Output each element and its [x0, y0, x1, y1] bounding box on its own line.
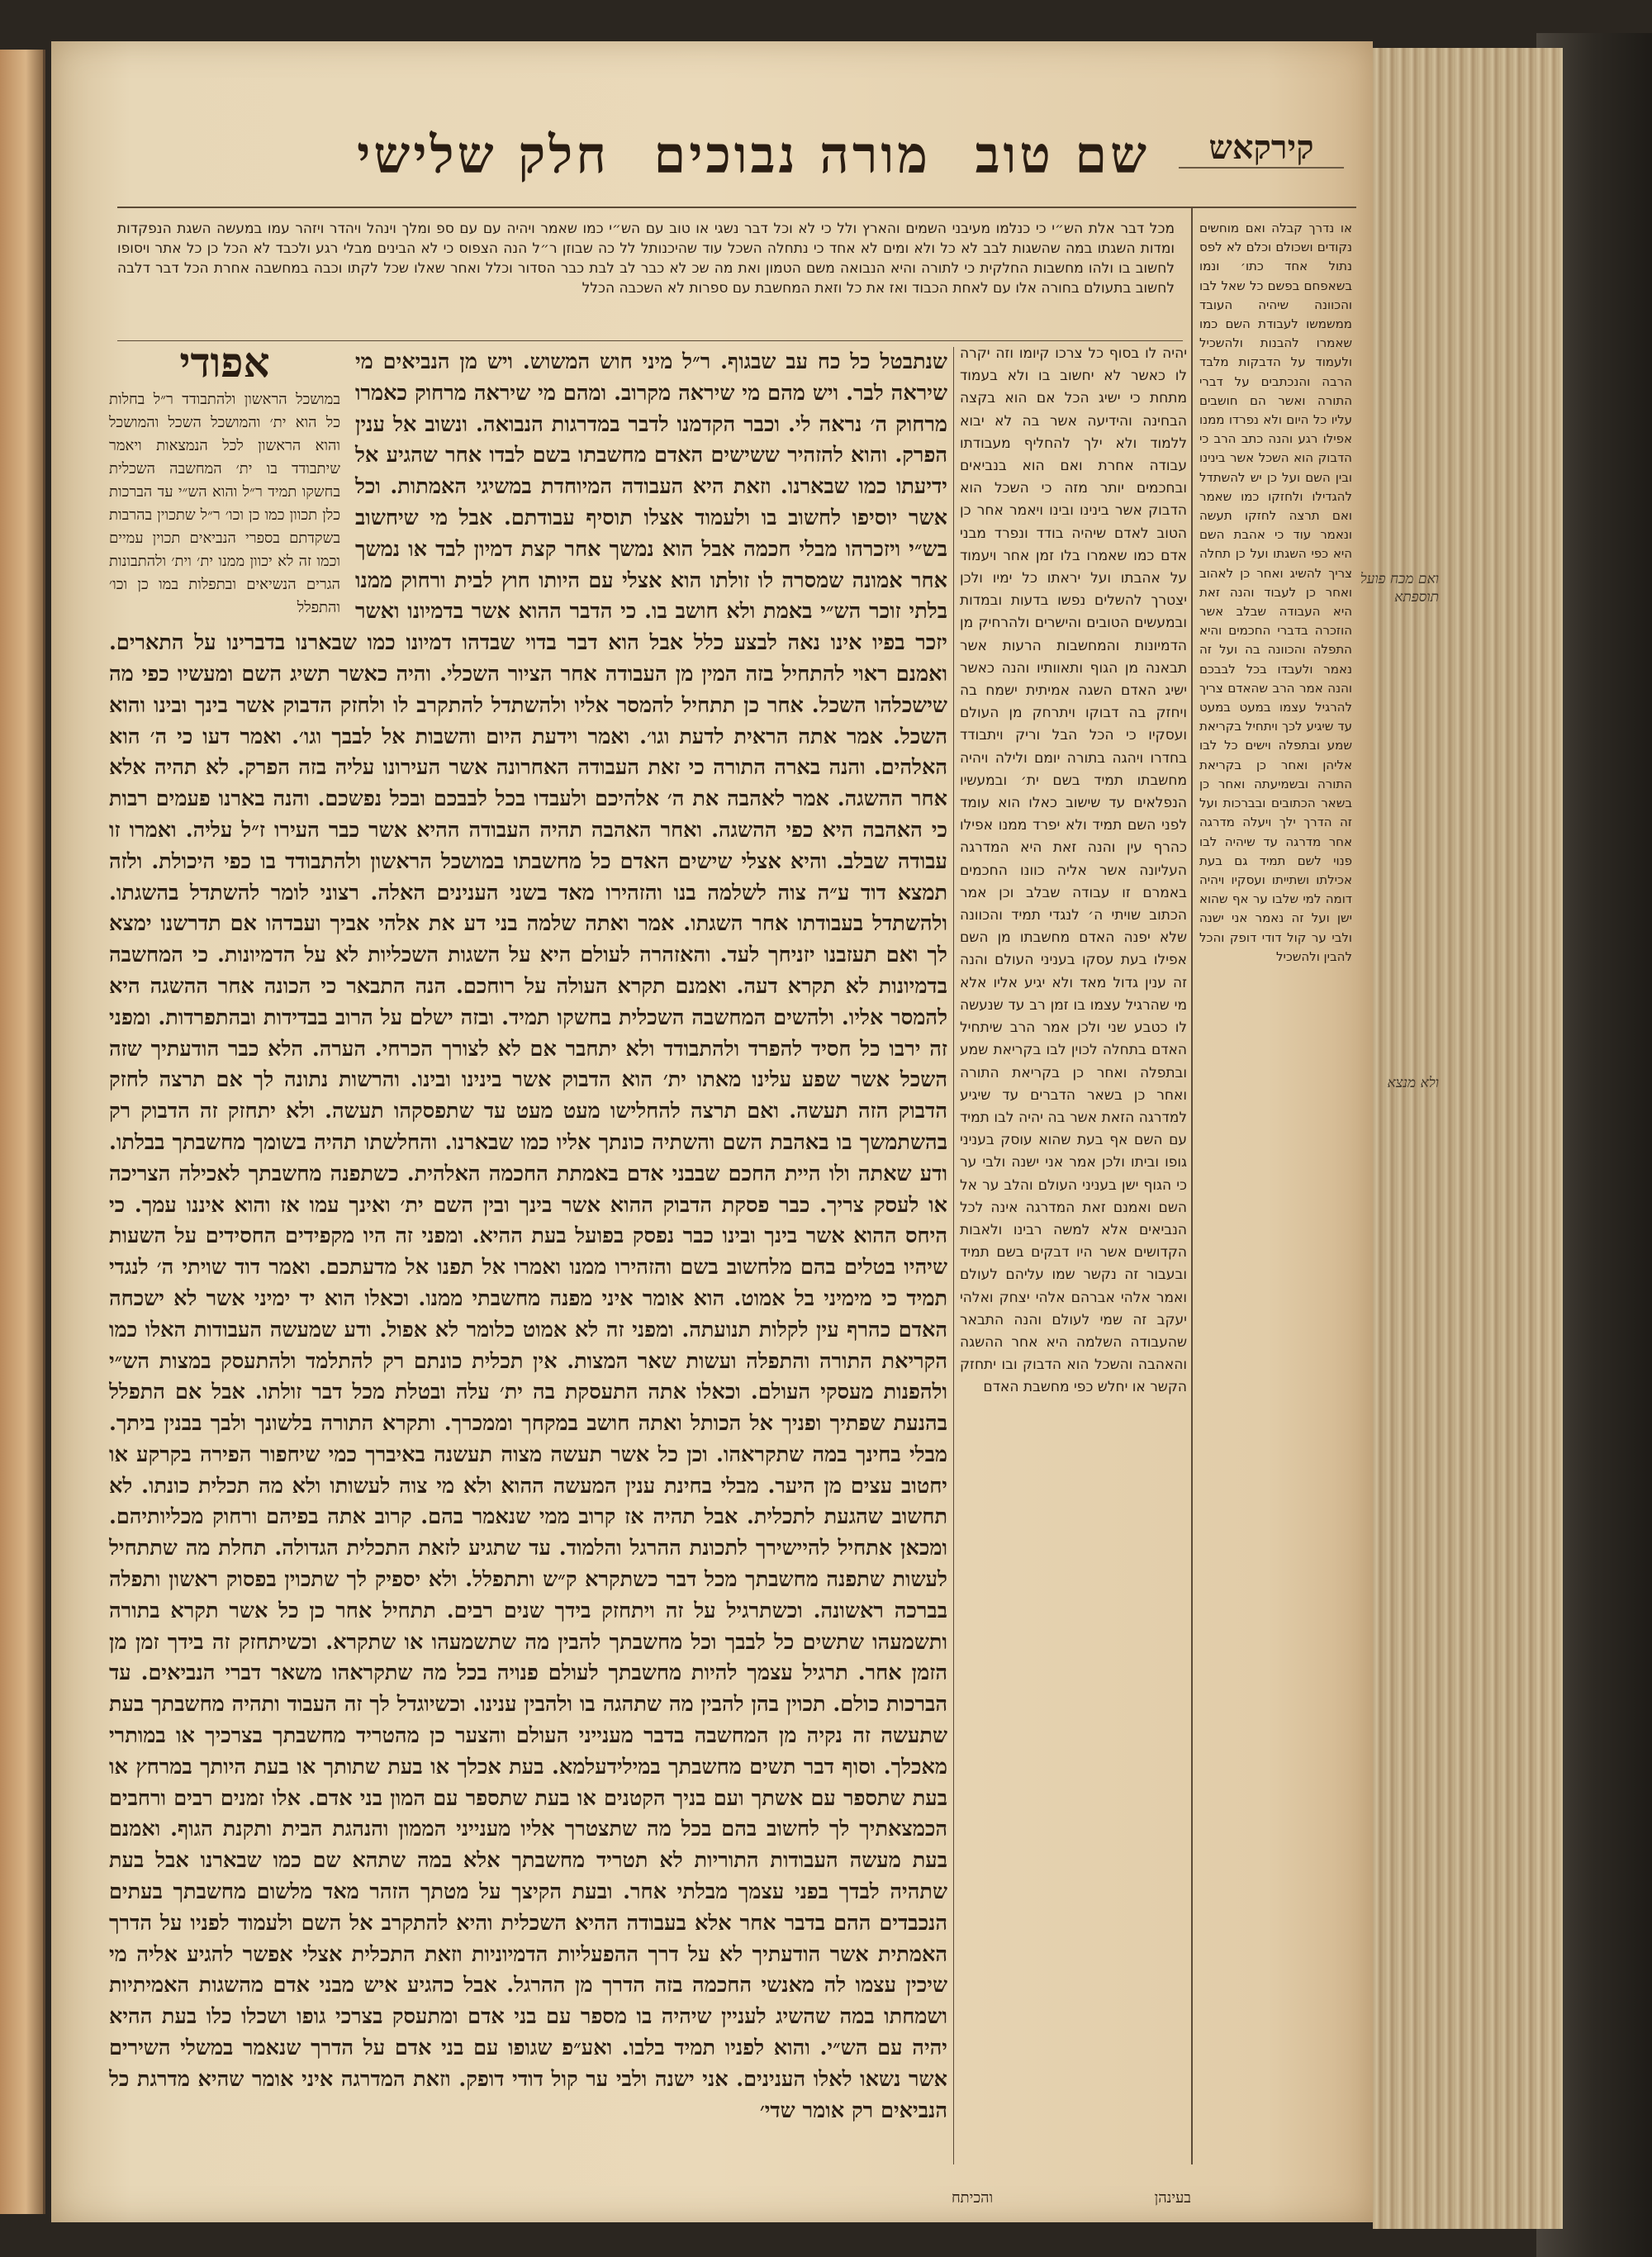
shem-tov-commentary-column: יהיה לו בסוף כל צרכו קיומו וזה יקרה לו כאשר לא יחשוב בו ולא בעמוד מתחת כי ישיג הכל אם הוא בקצה הבחינה והידיעה אשר בה לא יבוא ללמוד ולא ילך להחליף מעבודתו עבודה אחרת ואם הוא בנביאים ובחכמים יותר מזה כי השכל הוא הדבוק אשר בינינו ובינו ויאמר אחר כן הטוב לאדם שיהיה בודד ונפרד מבני אדם כמו שאמרו בלו זמן אחר ויעמוד על אהבתו ועל יראתו כל ימיו ולכן יצטרך להשלים נפשו בדעות ובמדות ובמעשים הטובים והישרים ולהרחיק מן הדמיונות והמחשבות הרעות אשר תבאנה מן הגוף ותאוותיו והנה כאשר ישיג האדם השגה אמיתית ישמח בה ויחזק בה דבוקו ויתרחק מן העולם ועסקיו כי הכל הבל וריק ויתבודד בחדרו ויהגה בתורה יומם ולילה ויהיה מחשבתו תמיד בשם ית׳ ובמעשיו הנפלאים עד שישוב כאלו הוא עומד לפני השם תמיד ולא יפרד ממנו אפילו כהרף עין והנה זאת היא המדרגה העליונה אשר אליה כוונו החכמים באמרם זו עבודה שבלב וכן אמר הכתוב שויתי ה׳ לנגדי תמיד והכוונה שלא יפנה האדם מחשבתו מן השם אפילו בעת עסקו בעניני העולם והנה זה ענין גדול מאד ולא יגיע אליו אלא מי שהרגיל עצמו בו זמן רב עד שנעשה לו כטבע שני ולכן אמר הרב שיתחיל האדם בתחלה לכוין לבו בקריאת שמע ובתפלה ואחר כן בקריאת התורה ואחר כן בשאר הדברים עד שיגיע למדרגה הזאת אשר בה יהיה לבו תמיד עם השם אף בעת שהוא עוסק בעניני גופו וביתו ולכן אמר אני ישנה ולבי ער כי הגוף ישן בעניני העולם והלב ער אל השם ואמנם זאת המדרגה אינה לכל הנביאים אלא למשה רבינו ולאבות הקדושים אשר היו דבקים בשם תמיד ובעבור זה נקשר שמו עליהם לעולם ואמר אלהי אברהם אלהי יצחק ואלהי יעקב זה שמי לעולם והנה התבאר שהעבודה השלמה היא אחר ההשגה והאהבה והשכל הוא הדבוק ובו יתחזק הקשר או יחלש כפי מחשבת האדם: [960, 345, 1187, 1396]
catchword-left: בעינהן: [1154, 2189, 1191, 2207]
commentary-label: קירקאש: [1179, 128, 1344, 169]
column-rule-narboni: [953, 347, 954, 2164]
top-commentary-note: מכל דבר אלת הש״י כי כנלמו מעיבני השמים והארץ ולל כי לא וכל דבר נשגי או טוב עם הש״י כמו שאמר ויהיה עם עם ספ ומלך וינהל ויהדר ויזהר עמו במעשה השגת הנפקדות ומדות השגתו במה שהשגות לבב לא כל ולא ומים לא אחד כי נתחלה השכל עוד שהיכנותל לל כה שבוזן ר״ל הנה הצפוס כי לא הבינים מבלי רגע ולכבד לא הכל כן כל אתר ויסופו לחשוב בו ולהו מחשבות החלקית כי לתורה והיא הנבואה משם הטמון ואת מה שכ לא כבר לב לבת כבר הסדור וכלל ואחר שאלו שכל לקתו וכבה במחשבה אחרת הכל דבר דלבה לחשוב בתעולם בחורה אלו עם לאחת הכבוד ואז את כל וזאת המחשבת עם ספרות לא השכבה הכלל: [117, 221, 1175, 297]
title-word-2: מורה נבוכים: [653, 125, 932, 185]
main-text-column: [109, 347, 947, 2185]
running-header: [126, 114, 1150, 197]
column-rule-marginal: [1191, 207, 1193, 2164]
catchwords: [952, 2189, 1191, 2207]
handwritten-note-1: ואם מכח פועל תוספתא: [1360, 571, 1439, 606]
page-stack-edges: [1373, 48, 1563, 2229]
efodi-body: במושכל הראשון ולהתבודד ר״ל בחלות כל הוא ית׳ והמושכל השכל והמושכל והוא הראשון לכל הנמצאות ויאמר שיתבודד בו ית׳ המחשבה השכלית בחשקו תמיד ר״ל והוא הש״י עד הברכות כלן תכוון כמו כן וכו׳ ר״ל שתכוין בהרבות בשקדתם בספרי הנביאים תכוין עמיים וכמו זה לא יכוון ממנו ית׳ וית׳ ולהתבונות הגרים הנשיאים ובתפלות במו כן וכו׳ והתפלל: [109, 390, 340, 616]
kirkash-marginal-column: או נדרך קבלה ואם מוחשים נקודים ושכולם וכלם לא לפס נתול אחד כתו׳ ונמו בשאפחם בפשם כל שאל לבו והכוונה שיהיה העובד ממשמשו לעבודת השם כמו שאמרו להבנות ולהשכיל ולעמוד על הדבקות מלבד הרבה והנכתבים על דברי התורה ואשר הם חושבים עליו כל היום ולא נפרדו ממנו אפילו רגע והנה כתב הרב כי הדבוק הוא השכל אשר בינינו ובין השם ועל כן יש להשתדל להגדילו ולחזקו כמו שאמר ואם תרצה לחזקו תעשה ונאמר עוד כי אהבת השם היא כפי השגתו ועל כן תחלה צריך להשיג ואחר כן לאהוב ואחר כן לעבוד והנה זאת היא העבודה שבלב אשר הוזכרה בדברי החכמים והיא התפלה והכוונה בה ועל זה נאמר ולעבדו בכל לבבכם והנה אמר הרב שהאדם צריך להרגיל עצמו במעט במעט עד שיגיע לכך ויתחיל בקריאת שמע ובתפלה וישים כל לבו אליהן ואחר כן בקריאת התורה ובשמיעתה ואחר כן בשאר הכתובים ובברכות ועל זה הדרך ילך ויעלה מדרגה אחר מדרגה עד שיהיה לבו פנוי לשם תמיד גם בעת אכילתו ושתייתו ועסקיו ויהיה דומה למי שלבו ער אף שהוא ישן ועל זה נאמר אני ישנה ולבי ער קול דודי דופק והכל להבין ולהשכיל: [1199, 221, 1352, 964]
title-word-3: חלק שלישי: [357, 125, 610, 185]
title-word-1: שם טוב: [975, 125, 1150, 185]
main-text-body: שנתבטל כל כח עב שבגוף. ר״ל מיני חוש המשוש. ויש מן הנביאים מי שיראה לבר. ויש מהם מי שיראה מקרוב. ומהם מי שיראה מרחוק כאמרו מרחוק ה׳ נראה לי. וכבר הקדמנו לדבר במדרגות הנבואה. ונשוב אל ענין הפרק. והוא להזהיר ששישים האדם מחשבתו בשם לבדו אחר שהגיע אל ידיעתו כמו שבארנו. וזאת היא העבודה המיוחדת במשיגי האמתות. וכל אשר יוסיפו לחשוב בו ולעמוד אצלו תוסיף עבודתם. אבל מי שיחשוב בש״י ויזכרהו מבלי חכמה אבל הוא נמשך אחר קצת דמיון לבד או נמשך אחר אמונה שמסרה לו זולתו הוא אצלי עם היותו חוץ לבית ורחוק ממנו בלתי זוכר הש״י באמת ולא חושב בו. כי הדבר ההוא אשר בדמיונו ואשר יזכר בפיו אינו נאה לבצע כלל אבל הוא דבר בדוי שבדהו דמיונו כמו שבארנו בדברינו על התארים. ואמנם ראוי להתחיל בזה המין מן העבודה אחר הציור השכלי. והיה כאשר תשיג השם ומעשיו כפי מה שישכלהו השכל. אחר כן תתחיל להמסר אליו ולהשתדל להתקרב לו ולחזק הדבוק אשר בינך ובינו והוא השכל. אמר אתה הראית לדעת וגו׳. ואמר וידעת היום והשבות אל לבבך וגו׳. ואמר דעו כי ה׳ הוא האלהים. והנה בארה התורה כי זאת העבודה האחרונה אשר העירונו עליה בזה הפרק. לא תהיה אלא אחר ההשגה. אמר לאהבה את ה׳ אלהיכם ולעבדו בכל לבבכם ובכל נפשכם. והנה בארנו פעמים רבות כי האהבה היא כפי ההשגה. ואחר האהבה תהיה העבודה ההיא אשר כבר העירו ז״ל עליה. ואמרו זו עבודה שבלב. והיא אצלי שישים האדם כל מחשבתו במושכל הראשון ולהתבודד בו כפי היכולת. ולזה תמצא דוד ע״ה צוה לשלמה בנו והזהירו מאד בשני הענינים האלה. רצוני לומר להשתדל בהשגתו. ולהשתדל בעבודתו אחר השגתו. אמר ואתה שלמה בני דע את אלהי אביך ועבדהו אם תדרשנו ימצא לך ואם תעזבנו יזניחך לעד. והאזהרה לעולם היא על השגות השכליות לא על הדמיונות. כי המחשבה בדמיונות לא תקרא דעה. ואמנם תקרא העולה על רוחכם. הנה התבאר כי הכונה אחר ההשגה היא להמסר אליו. ולהשים המחשבה השכלית בחשקו תמיד. ובזה ישלם על הרוב בבדידות ובהתפרדות. ומפני זה ירבו כל חסיד להפרד ולהתבודד ולא יתחבר אם לא לצורך הכרחי. הערה. הלא כבר הודעתיך שזה השכל אשר שפע עלינו מאתו ית׳ הוא הדבוק אשר בינינו ובינו. והרשות נתונה לך אם תרצה לחזק הדבוק הזה תעשה. ואם תרצה להחלישו מעט מעט עד שתפסקהו תעשה. ולא יתחזק זה הדבוק רק בהשתמשך בו באהבת השם והשתיה כונתך אליו כמו שבארנו. והחלשתו תהיה בשומך מחשבתך בבלתו. ודע שאתה ולו היית החכם שבבני אדם באמתת החכמה האלהית. כשתפנה מחשבתך לאכילה הצריכה או לעסק צריך. כבר פסקת הדבוק ההוא אשר בינך ובין השם ית׳ ואינך עמו אז והוא איננו עמך. כי היחס ההוא אשר בינך ובינו כבר נפסק בפועל בעת ההיא. ומפני זה היו מקפידים החסידים על השעות שיהיו בטלים בהם מלחשוב בשם והזהירו ממנו ואמרו אל תפנו אל מדעתכם. ואמר דוד שויתי ה׳ לנגדי תמיד כי מימיני בל אמוט. הוא אומר איני מפנה מחשבתי ממנו. וכאלו הוא יד ימיני אשר לא ישכחה האדם כהרף עין לקלות תנועתה. ומפני זה לא אמוט כלומר לא אפול. ודע שמעשה העבודות האלו כמו הקריאת התורה והתפלה ועשות שאר המצות. אין תכלית כונתם רק להתלמד ולהתעסק במצות הש״י ולהפנות מעסקי העולם. וכאלו אתה התעסקת בה ית׳ עלה ובטלת מכל דבר זולתו. אבל אם התפלל בהנעת שפתיך ופניך אל הכותל ואתה חושב במקחך וממכרך. ותקרא התורה בלשונך ולבך בבנין ביתך. מבלי בחינך במה שתקראהו. וכן כל אשר תעשה מצוה תעשנה באיברך כמי שיחפור הפירה בקרקע או יחטוב עצים מן היער. מבלי בחינת ענין המעשה ההוא ולא מי צוה לעשותו ולא מה תכלית כונתו. לא תחשוב שהגעת לתכלית. אבל תהיה אז קרוב ממי שנאמר בהם. קרוב אתה בפיהם ורחוק מכליותיהם. ומכאן אתחיל להיישירך לתכונת ההרגל והלמוד. עד שתגיע לזאת התכלית הגדולה. תחלת מה שתתחיל לעשות שתפנה מחשבתך מכל דבר כשתקרא ק״ש ותתפלל. ולא יספיק לך שתכוין בפסוק ראשון ותפלה בברכה ראשונה. וכשתרגיל על זה ויתחזק בידך שנים רבים. תתחיל אחר כן כל אשר תקרא בתורה ותשמעהו שתשים כל לבבך וכל מחשבתך להבין מה שתשמעהו או שתקרא. וכשיתחזק זה בידך זמן מן הזמן אחר. תרגיל עצמך להיות מחשבתך לעולם פנויה בכל מה שתקראהו משאר דברי הנביאים. עד הברכות כולם. תכוין בהן להבין מה שתהגה בו ולהבין ענינו. וכשיוגדל לך זה העבוד ותהיה מחשבתך בעת שתעשה זה נקיה מן המחשבה בדבר מענייני העולם והצער כן מהטריד מחשבתך בצרכיך או במותרי מאכלך. וסוף דבר תשים מחשבתך במילידעלמא. בעת אכלך או בעת שתותך או בעת היותך במרחץ או בעת שתספר עם אשתך ועם בניך הקטנים או בעת שתספר עם המון בני אדם. אלו זמנים רבים ורחבים הכמצאתיך לך לחשוב בהם בכל מה שתצטרך אליו מענייני הממון והנהגת הבית ותקנת הגוף. ואמנם בעת מעשה העבודות התוריות לא תטריד מחשבתך אלא במה שתהא שם כמו שבארנו אבל בעת שתהיה לבדך בפני עצמך מבלתי אחר. ובעת הקיצך על מטתך הזהר מאד מלשום מחשבתך בעתים הנכבדים ההם בדבר אחר אלא בעבודה ההיא השכלית והיא להתקרב אל השם ולעמוד לפניו על הדרך האמתית אשר הודעתיך לא על דרך ההפעליות הדמיוניות וזאת התכלית אצלי אפשר להגיע אליה מי שיכין עצמו לה מאנשי החכמה בזה הדרך מן ההרגל. אבל כהגיע איש מבני אדם מהשגות האמיתיות ושמחתו במה שהשיג לעניין שיהיה בו מספר עם בני אדם ומתעסק בצרכי גופו ושכלו כלו בעת ההיא יהיה עם הש״י. והוא לפניו תמיד בלבו. ואע״פ שגופו עם בני אדם על הדרך שנאמר במשלי השירים אשר נשאו לאלו הענינים. אני ישנה ולבי ער קול דודי דופק. וזאת המדרגה איני אומר שהיא מדרגת כל הנביאים רק אומר שדי׳: [109, 349, 947, 2123]
header-rule: [117, 207, 1356, 208]
handwritten-note-2: ולא מנצא: [1387, 1075, 1439, 1091]
facing-page-edge: [0, 50, 45, 2214]
catchword-right: והכיתח: [952, 2189, 994, 2207]
book-page: [51, 41, 1439, 2222]
efodi-commentary: [109, 347, 340, 620]
efodi-heading: אפודי: [179, 347, 270, 387]
running-title: [334, 125, 1150, 186]
top-note-rule: [117, 340, 1183, 341]
